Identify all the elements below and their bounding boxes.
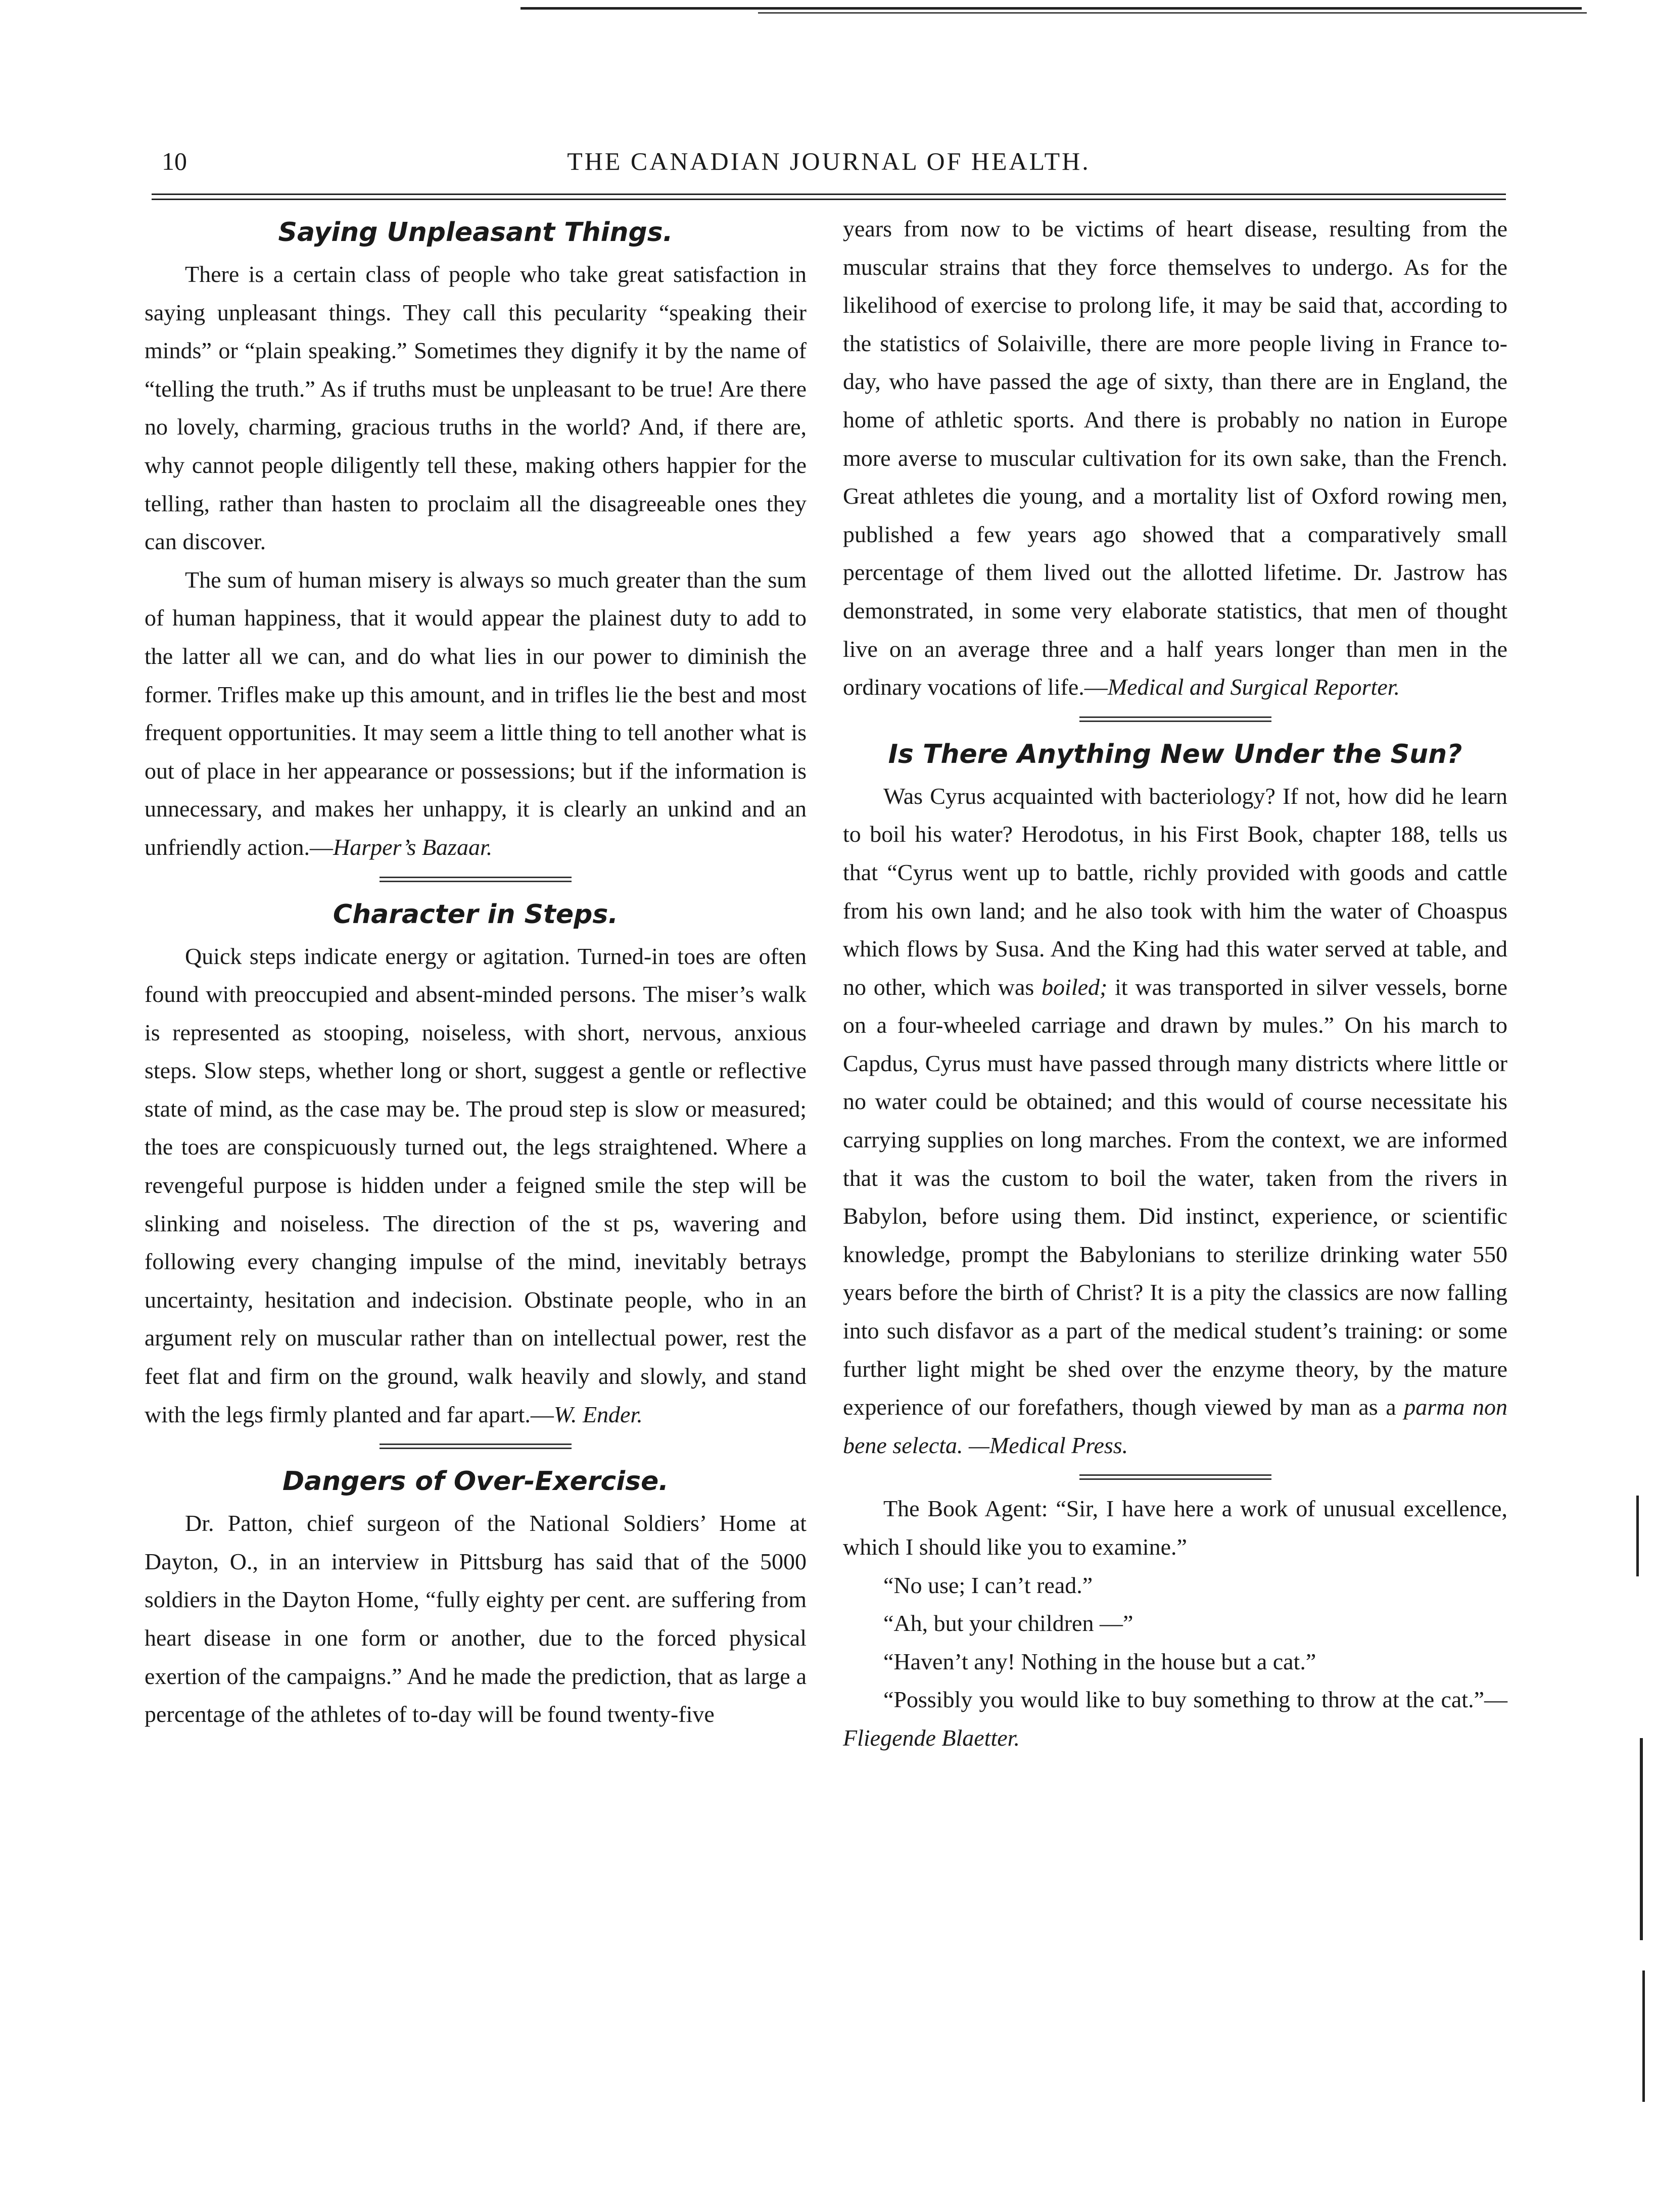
top-border-rule xyxy=(521,7,1582,10)
anecdote-line: “Possibly you would like to buy something to throw at the cat.”—Fliegende Blaetter. xyxy=(843,1687,1507,1751)
section-separator xyxy=(843,1464,1507,1489)
article-source: W. Ender. xyxy=(553,1401,643,1427)
page-header xyxy=(152,147,1506,187)
right-column xyxy=(843,210,1507,1757)
article-source: —Medical Press. xyxy=(969,1432,1128,1458)
section-separator xyxy=(145,1433,807,1459)
journal-title: THE CANADIAN JOURNAL OF HEALTH. xyxy=(567,147,1091,175)
article-title-anything-new: Is There Anything New Under the Sun? xyxy=(888,739,1462,770)
page-number: 10 xyxy=(162,147,187,175)
anecdote-line: “No use; I can’t read.” xyxy=(883,1572,1093,1598)
header-rule-top xyxy=(152,194,1506,195)
article-title-character-in-steps: Character in Steps. xyxy=(333,899,619,930)
article-source: Fliegende Blaetter. xyxy=(843,1724,1020,1751)
article-paragraph: Dr. Patton, chief surgeon of the National Soldiers’ Home at Dayton, O., in an interview in Pittsburg has said that of the 5000 soldiers in the Dayton Home, “fully eighty per cent. are suffering from heart disease in one form or another, due to the forced physical exertion of the campaigns.” And he made the prediction, that as large a percentage of the athletes of to-day will be found twenty-five xyxy=(145,1510,807,1727)
top-border-rule-secondary xyxy=(758,12,1587,14)
header-rule-bottom xyxy=(152,199,1506,200)
article-title-unpleasant-things: Saying Unpleasant Things. xyxy=(278,217,673,248)
page-edge-mark xyxy=(1640,1738,1643,1940)
article-paragraph: The sum of human misery is always so much greater than the sum of human happiness, that it would appear the plainest duty to add to the latter all we can, and do what lies in our power to diminish the former. Trifles make up this amount, and in trifles lie the best and most frequent opportunities. It may seem a little thing to tell another what is out of place in her appearance or possessions; but if the information is unnecessary, and makes her unhappy, it is clearly an unkind and an unfriendly action.—Harper’s Bazaar. xyxy=(145,566,807,860)
section-separator xyxy=(145,867,807,892)
article-source: Medical and Surgical Reporter. xyxy=(1107,674,1400,700)
left-column xyxy=(145,210,807,1734)
article-paragraph: There is a certain class of people who take great satisfaction in saying unpleasant things. They call this pecularity “speaking their minds” or “plain speaking.” Sometimes they dignify it by the name of “telling the truth.” As if truths must be unpleasant to be true! Are there no lovely, charming, gracious truths in the world? And, if there are, why cannot people diligently tell these, making others happier for the telling, rather than hasten to proclaim all the disagreeable ones they can discover. xyxy=(145,261,807,555)
article-source: Harper’s Bazaar. xyxy=(333,834,493,860)
article-title-over-exercise: Dangers of Over-Exercise. xyxy=(282,1466,669,1497)
anecdote-line: “Ah, but your children —” xyxy=(883,1610,1133,1637)
article-paragraph: Quick steps indicate energy or agitation. Turned-in toes are often found with preoccupied and absent-minded persons. The miser’s walk is represented as stooping, noiseless, with short, nervous, anxious steps. Slow steps, whether long or short, suggest a gentle or reflective state of mind, as the case may be. The proud step is slow or measured; the toes are conspicuously turned out, the legs straightened. Where a revengeful purpose is hidden under a feigned smile the step will be slinking and noiseless. The direction of the st ps, wavering and following every changing impulse of the mind, inevitably betrays uncertainty, hesitation and indecision. Obstinate people, who in an argument rely on muscular rather than on intellectual power, rest the feet flat and firm on the ground, walk heavily and slowly, and stand with the legs firmly planted and far apart.—W. Ender. xyxy=(145,943,807,1427)
page-edge-mark xyxy=(1636,1496,1639,1576)
article-paragraph: Was Cyrus acquainted with bacteriology? If not, how did he learn to boil his water? Herodotus, in his First Book, chapter 188, tells us that “Cyrus went up to battle, richly provided with goods and cattle from his own land; and he also took with him the water of Choaspus which flows by Susa. And the King had this water served at table, and no other, which was boiled; it was transported in silver vessels, borne on a four-wheeled carriage and drawn by mules.” On his march to Capdus, Cyrus must have passed through many districts where little or no water could be obtained; and this would of course necessitate his carrying supplies on long marches. From the context, we are informed that it was the custom to boil the water, taken from the rivers in Babylon, before using them. Did instinct, experience, or scientific knowledge, prompt the Babylonians to sterilize drinking water 550 years before the birth of Christ? It is a pity the classics are now falling into such disfavor as a part of the medical student’s training: or some further light might be shed over the enzyme theory, by the mature experience of our forefathers, though viewed by man as a parma non bene selecta. —Medical Press. xyxy=(843,783,1508,1458)
anecdote-line: “Haven’t any! Nothing in the house but a cat.” xyxy=(883,1648,1316,1674)
article-paragraph-continued: years from now to be victims of heart disease, resulting from the muscular strains that they force themselves to undergo. As for the likelihood of exercise to prolong life, it may be said that, according to the statistics of Solaiville, there are more people living in France to-day, who have passed the age of sixty, than there are in England, the home of athletic sports. And there is probably no nation in Europe more averse to muscular cultivation for its own sake, than the French. Great athletes die young, and a mortality list of Oxford rowing men, published a few years ago showed that a comparatively small percentage of them lived out the allotted lifetime. Dr. Jastrow has demonstrated, in some very elaborate statistics, that men of thought live on an average three and a half years longer than men in the ordinary vocations of life.—Medical and Surgical Reporter. xyxy=(843,216,1507,700)
anecdote-line: The Book Agent: “Sir, I have here a work of unusual excellence, which I should like you to examine.” xyxy=(843,1496,1507,1560)
page-edge-mark xyxy=(1642,1970,1645,2102)
section-separator xyxy=(843,706,1507,732)
